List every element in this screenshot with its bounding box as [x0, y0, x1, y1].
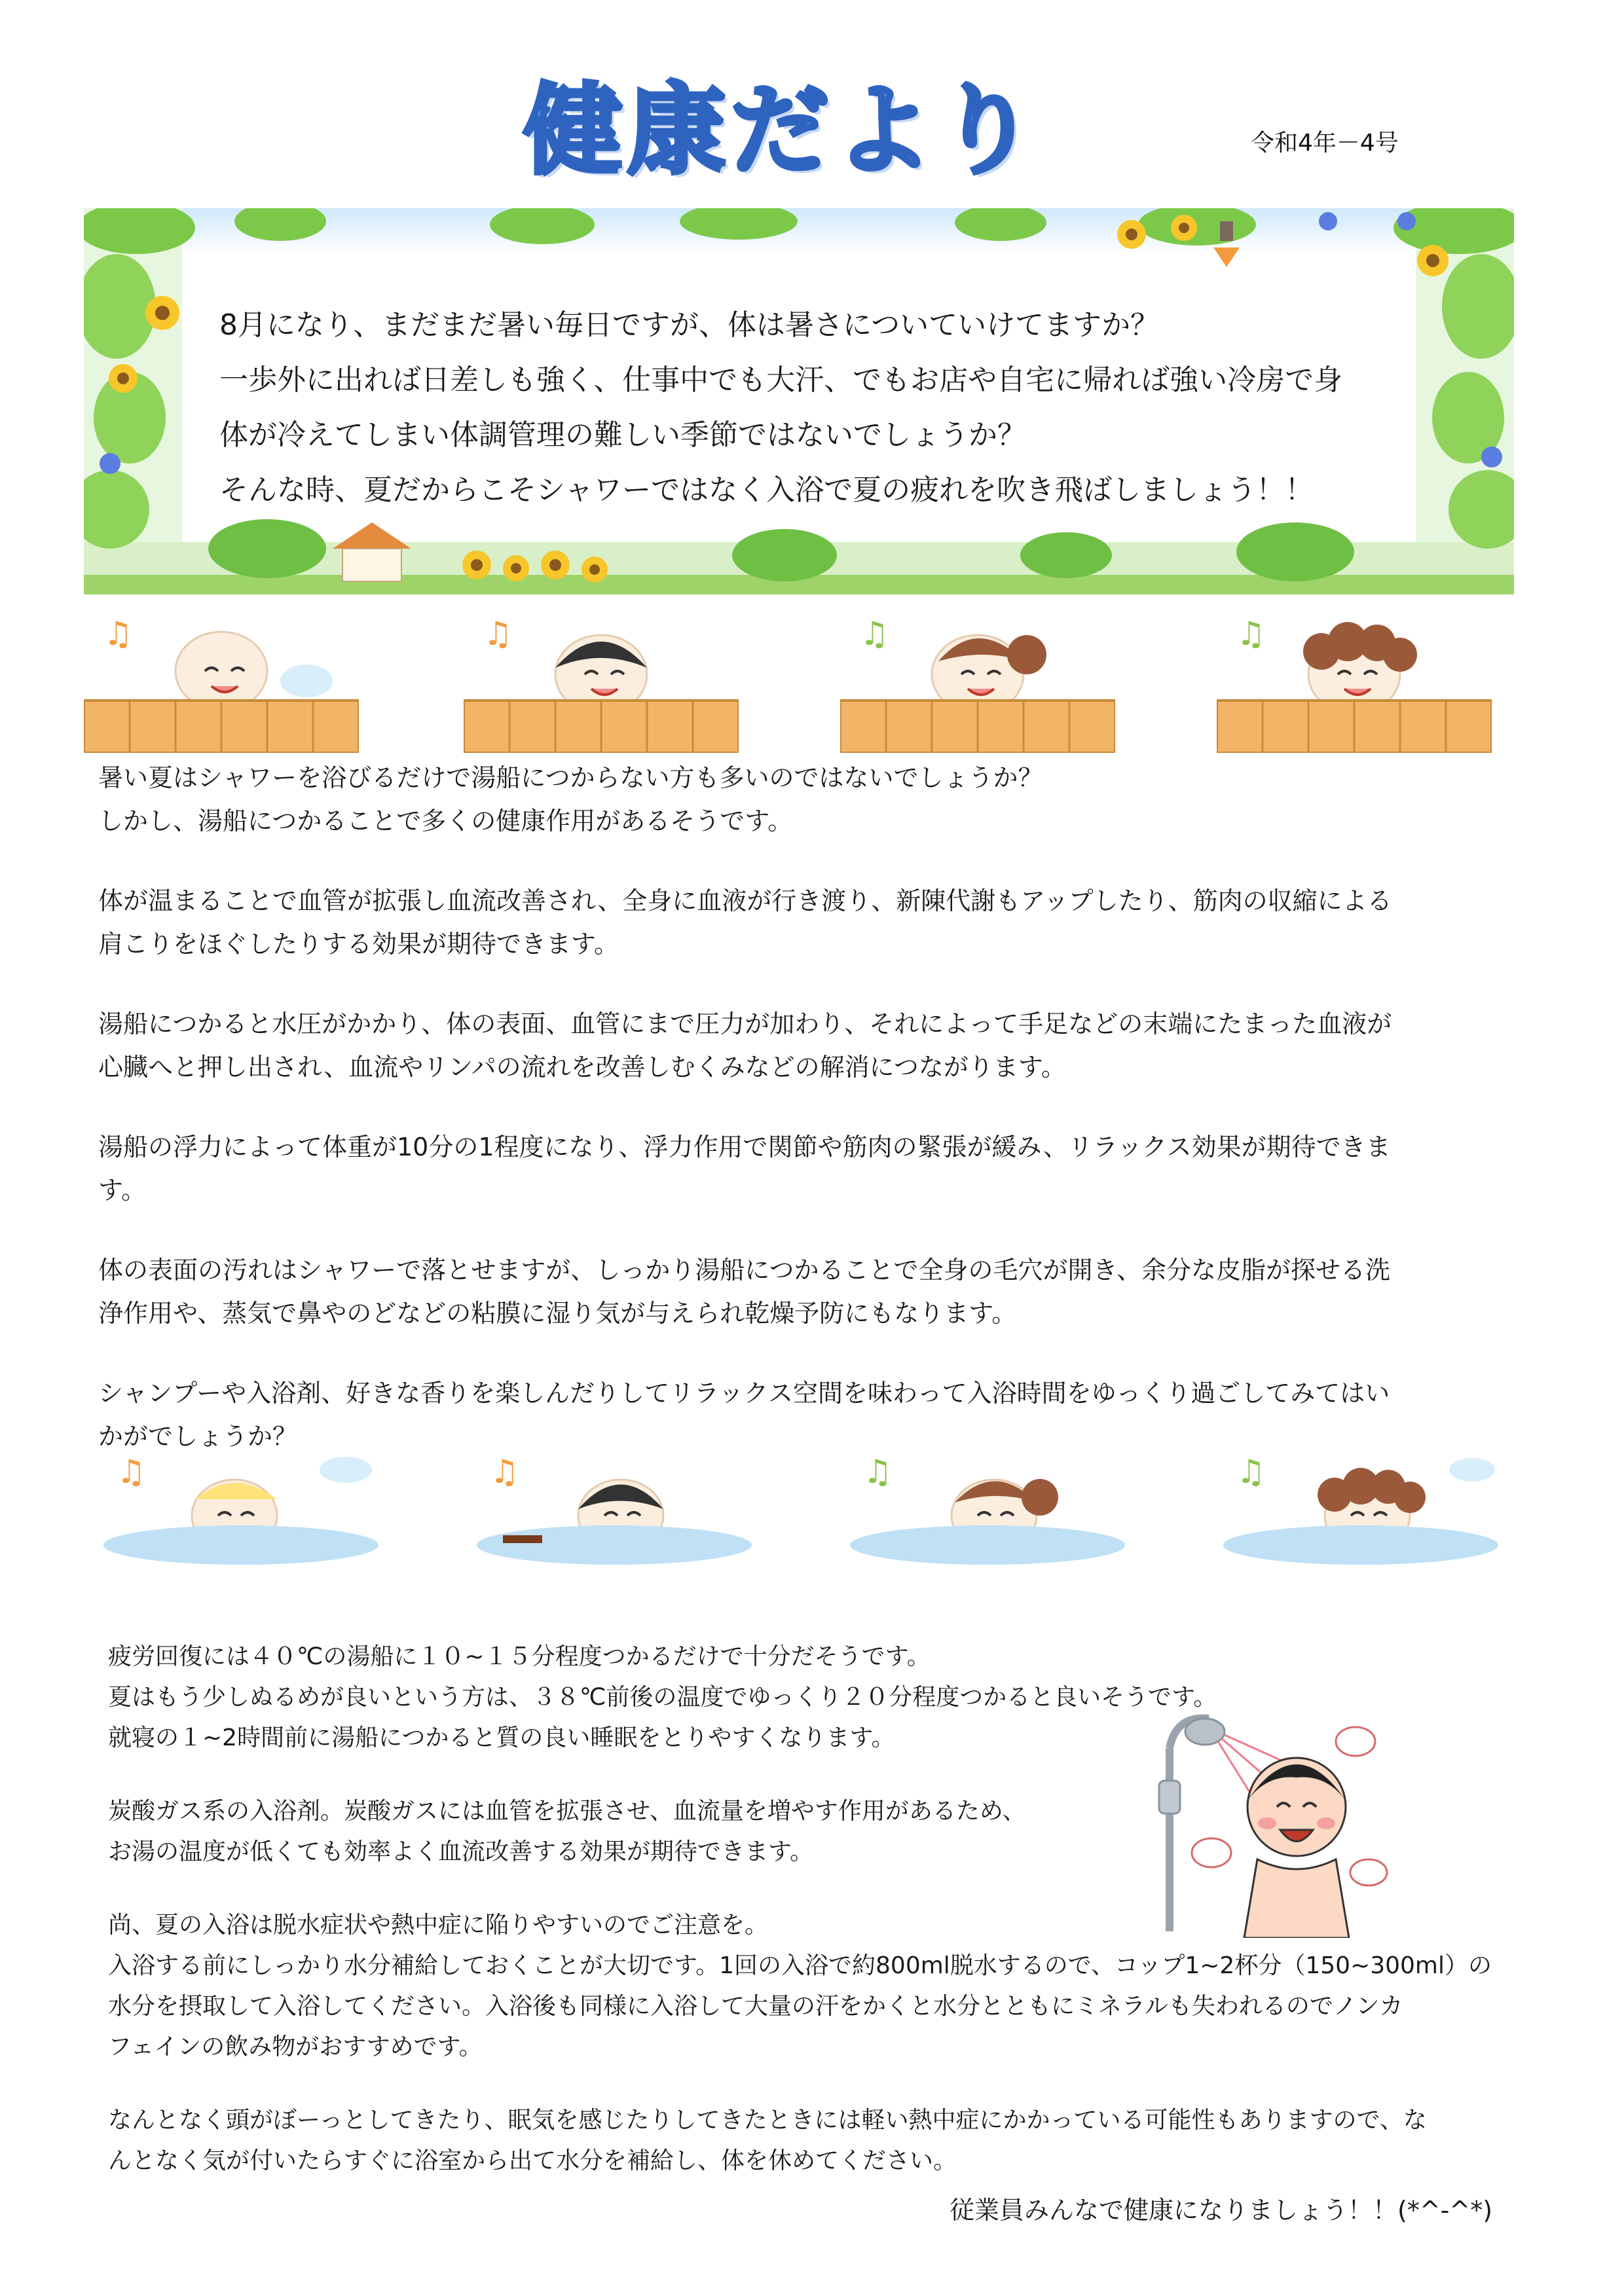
paragraph-line: なんとなく頭がぼーっとしてきたり、眠気を感じたりしてきたときには軽い熱中症にかかっている可能性もありますので、な: [108, 2107, 1427, 2134]
music-note-icon: ♫: [103, 615, 133, 653]
paragraph-line: 尚、夏の入浴は脱水症状や熱中症に陥りやすいのでご注意を。: [108, 1912, 769, 1939]
music-note-icon: ♫: [1236, 615, 1266, 653]
paragraph-line: 入浴する前にしっかり水分補給しておくことが大切です。1回の入浴で約800ml脱水するので、コップ1~2杯分（150~300ml）の: [108, 1952, 1492, 1979]
paragraph-line: フェインの飲み物がおすすめです。: [108, 2033, 483, 2060]
music-note-icon: ♫: [1236, 1453, 1266, 1491]
paragraph-line: す。: [98, 1176, 146, 1205]
issue-number: 令和4年－4号: [1251, 130, 1399, 156]
bathing-person-icon: [840, 609, 1115, 753]
page-title: 健康だより: [524, 74, 1042, 188]
paragraph-line: 夏はもう少しぬるめが良いという方は、３８℃前後の温度でゆっくり２０分程度つかると良いそうです。: [108, 1684, 1217, 1711]
paragraph-line: 浄作用や、蒸気で鼻やのどなどの粘膜に湿り気が与えられ乾燥予防にもなります。: [98, 1299, 1017, 1328]
paragraph-line: 体が温まることで血管が拡張し血流改善され、全身に血液が行き渡り、新陳代謝もアップしたり、筋肉の収縮による: [98, 886, 1392, 915]
music-note-icon: ♫: [490, 1453, 519, 1491]
paragraph-line: 湯船につかると水圧がかかり、体の表面、血管にまで圧力が加わり、それによって手足などの末端にたまった血液が: [98, 1010, 1392, 1038]
paragraph-line: 炭酸ガス系の入浴剤。炭酸ガスには血管を拡張させ、血流量を増やす作用があるため、: [108, 1798, 1026, 1825]
bathing-person-icon: [1223, 1450, 1498, 1568]
intro-line: 8月になり、まだまだ暑い毎日ですが、体は暑さについていけてますか？: [219, 308, 1160, 342]
music-note-icon: ♫: [863, 1453, 893, 1491]
bathing-person-icon: [477, 1450, 752, 1568]
closing-message: 従業員みんなで健康になりましょう！！(*^-^*): [950, 2196, 1493, 2225]
paragraph-line: 体の表面の汚れはシャワーで落とせますが、しっかり湯船につかることで全身の毛穴が開き、余分な皮脂が探せる洗: [98, 1256, 1390, 1285]
section-1: [98, 756, 1486, 1458]
paragraph-line: お湯の温度が低くても効率よく血流改善する効果が期待できます。: [108, 1838, 814, 1865]
paragraph-line: 湯船の浮力によって体重が10分の1程度になり、浮力作用で関節や筋肉の緊張が緩み、リラックス効果が期待できま: [98, 1133, 1391, 1161]
paragraph-line: 心臓へと押し出され、血流やリンパの流れを改善しむくみなどの解消につながります。: [98, 1053, 1066, 1082]
shower-icon: [1139, 1702, 1414, 1938]
bathing-person-icon: [850, 1450, 1125, 1568]
bath-illustrations-row-2: [84, 1450, 1514, 1601]
bathing-person-icon: [84, 609, 359, 753]
paragraph-line: んとなく気が付いたらすぐに浴室から出て水分を補給し、体を休めてください。: [108, 2147, 957, 2174]
intro-line: そんな時、夏だからこそシャワーではなく入浴で夏の疲れを吹き飛ばしましょう！！: [219, 473, 1314, 507]
intro-line: 体が冷えてしまい体調管理の難しい季節ではないでしょうか？: [219, 418, 1026, 452]
intro-text: [219, 298, 1464, 518]
paragraph-line: 就寝の１~2時間前に湯船につかると質の良い睡眠をとりやすくなります。: [108, 1724, 895, 1751]
intro-frame: [84, 208, 1514, 594]
music-note-icon: ♫: [117, 1453, 146, 1491]
bathtub-illustrations-row-1: [84, 609, 1514, 759]
paragraph-line: 疲労回復には４０℃の湯船に１０~１５分程度つかるだけで十分だそうです。: [108, 1643, 931, 1670]
paragraph-line: しかし、湯船につかることで多くの健康作用があるそうです。: [98, 807, 793, 835]
intro-line: 一歩外に出れば日差しも強く、仕事中でも大汗、でもお店や自宅に帰れば強い冷房で身: [219, 363, 1343, 397]
music-note-icon: ♫: [483, 615, 513, 653]
bathing-person-icon: [464, 609, 739, 753]
paragraph-line: 水分を摂取して入浴してください。入浴後も同様に入浴して大量の汗をかくと水分とともにミネラルも失われるのでノンカ: [108, 1993, 1403, 2020]
paragraph-line: 肩こりをほぐしたりする効果が期待できます。: [98, 930, 619, 958]
paragraph-line: かがでしょうか？: [98, 1422, 298, 1451]
bathing-person-icon: [1217, 609, 1492, 753]
bathing-person-icon: [103, 1450, 378, 1568]
music-note-icon: ♫: [860, 615, 889, 653]
paragraph-line: シャンプーや入浴剤、好きな香りを楽しんだりしてリラックス空間を味わって入浴時間をゆっくり過ごしてみてはい: [98, 1379, 1390, 1408]
paragraph-line: 暑い夏はシャワーを浴びるだけで湯船につからない方も多いのではないでしょうか？: [98, 763, 1043, 792]
